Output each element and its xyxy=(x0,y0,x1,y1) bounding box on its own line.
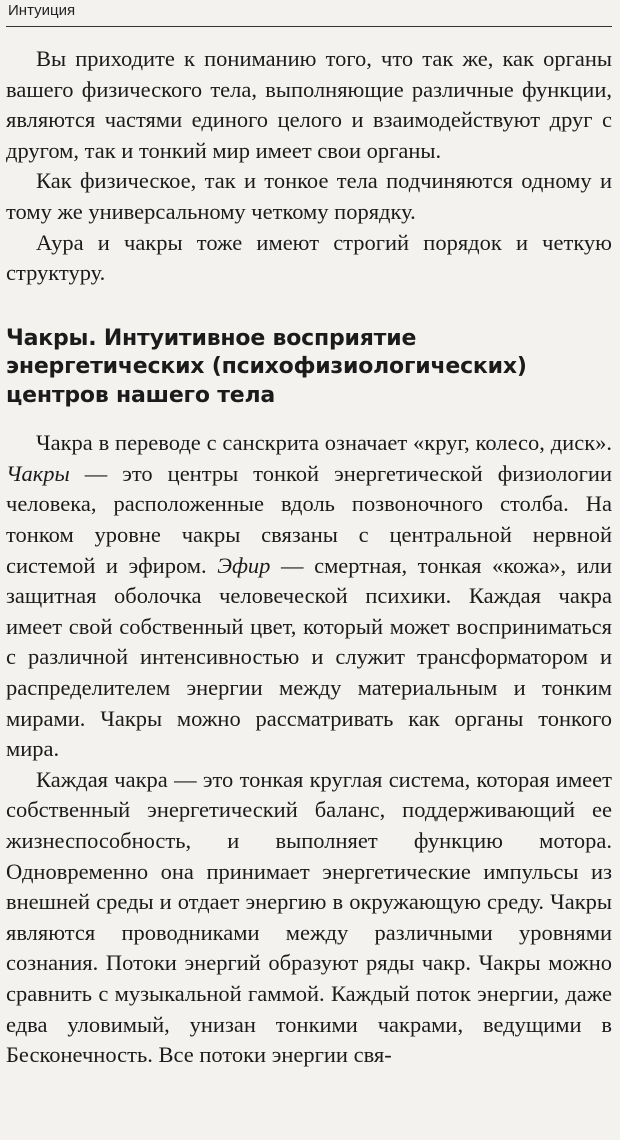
paragraph: Вы приходите к пониманию того, что так же, как органы вашего физического тела, выполняющие различные функции, являются частями единого целого и взаимодействуют друг с другом, так и тонкий мир имеет свои органы. xyxy=(6,46,612,163)
chakra-definition-paragraph xyxy=(6,428,612,765)
paragraph: Как физическое, так и тонкое тела подчиняются одному и тому же универсальному четкому порядку. xyxy=(6,168,612,224)
paragraph-text: Чакра в переводе с санскрита означает «круг, колесо, диск». xyxy=(36,430,612,456)
section-heading xyxy=(6,325,612,411)
heading-line: энергетических (психофизиологических) xyxy=(6,354,527,380)
intro-text xyxy=(6,44,612,289)
paragraph-text: — это центры тонкой энергетической физиологии человека, расположенные вдоль позвоночного столба. На тонком уровне чакры связаны с центральной нервной системой и эфиром. xyxy=(6,460,612,578)
term-ether: Эфир xyxy=(217,552,271,578)
section-body xyxy=(6,428,612,1070)
paragraph: Каждая чакра — это тонкая круглая система, которая имеет собственный энергетический баланс, поддерживающий ее жизнеспособность, и выполняет функцию мотора. Одновременно она принимает энергетические импульсы из внешней среды и отдает энергию в окружающую среду. Чакры являются проводниками между различными уровнями сознания. Потоки энергий образуют ряды чакр. Чакры можно сравнить с музыкальной гаммой. Каждый поток энергии, даже едва уловимый, унизан тонкими чакрами, ведущими в Бесконечность. Все потоки энергии свя- xyxy=(6,766,612,1068)
paragraph-text: — смертная, тонкая «кожа», или защитная оболочка человеческой психики. Каждая чакра имеет свой собственный цвет, который может восприниматься с различной интенсивностью и служит трансформатором и распределителем энергии между материальным и тонким мирами. Чакры можно рассматривать как органы тонкого мира. xyxy=(6,552,613,762)
term-chakras: Чакры xyxy=(6,460,70,486)
running-head: Интуиция xyxy=(6,0,612,27)
heading-line: Чакры. Интуитивное восприятие xyxy=(6,325,417,351)
heading-line: центров нашего тела xyxy=(6,382,276,408)
paragraph: Аура и чакры тоже имеют строгий порядок и четкую структуру. xyxy=(6,229,612,286)
